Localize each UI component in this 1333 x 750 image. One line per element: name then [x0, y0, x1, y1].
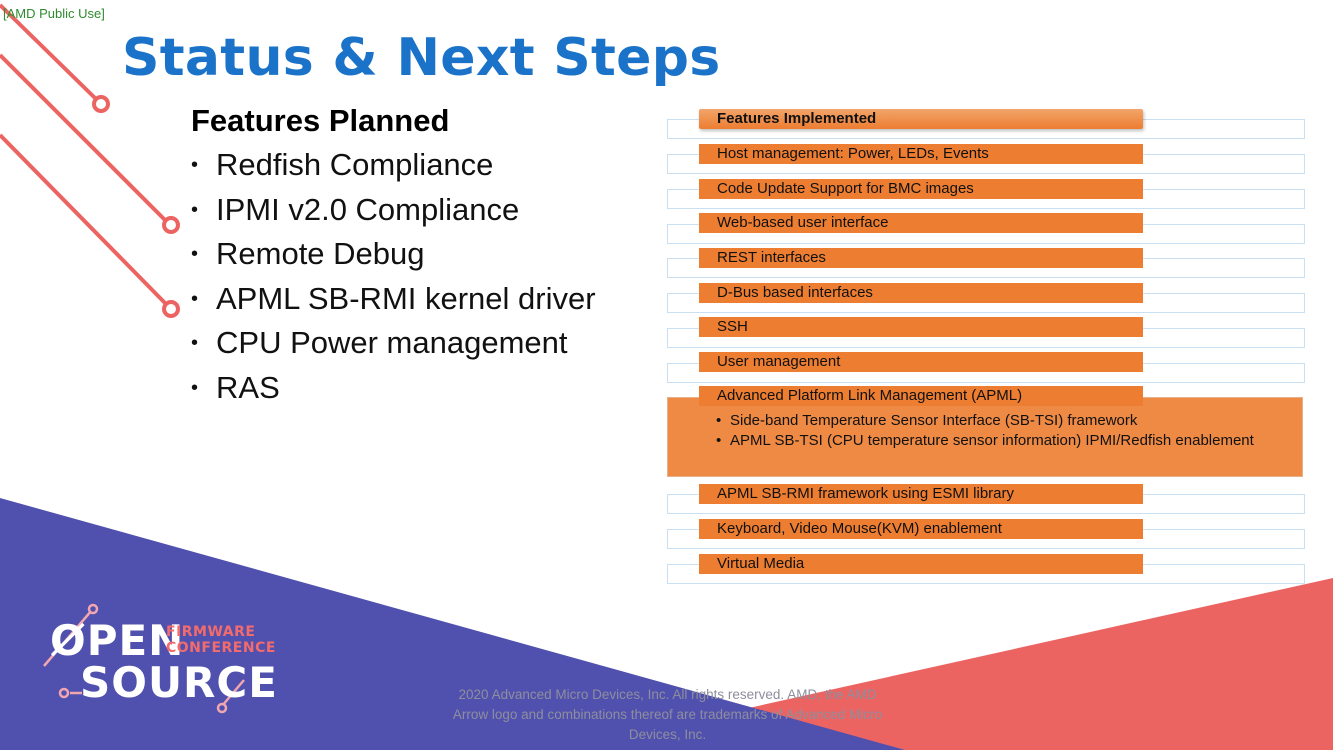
copyright-notice: 2020 Advanced Micro Devices, Inc. All rights reserved. AMD, the AMD Arrow logo and combinations thereof are trademarks of Advanced Micro Devices, Inc.	[452, 687, 883, 742]
logo-source-text: SOURCE	[80, 658, 278, 707]
logo-open-text: ØPEN	[50, 616, 185, 665]
features-planned-heading: Features Planned	[191, 103, 450, 138]
apml-detail-box	[667, 397, 1303, 477]
features-implemented-header: Features Implemented	[699, 109, 1143, 129]
feature-bar: APML SB-RMI framework using ESMI library	[699, 484, 1143, 504]
open-source-firmware-logo	[48, 606, 278, 716]
feature-bar: Web-based user interface	[699, 213, 1143, 233]
feature-bar: Advanced Platform Link Management (APML)	[699, 386, 1143, 406]
feature-bar: Code Update Support for BMC images	[699, 179, 1143, 199]
feature-bar: SSH	[699, 317, 1143, 337]
list-item: • APML SB-TSI (CPU temperature sensor information) IPMI/Redfish enablement	[716, 432, 1276, 449]
apml-subitems	[716, 412, 1276, 452]
classification-label: [AMD Public Use]	[3, 6, 105, 21]
feature-bar: REST interfaces	[699, 248, 1143, 268]
list-item: • CPU Power management	[191, 323, 596, 368]
feature-bar: Virtual Media	[699, 554, 1143, 574]
feature-bar: User management	[699, 352, 1143, 372]
list-item: • APML SB-RMI kernel driver	[191, 279, 596, 324]
list-item: • Side-band Temperature Sensor Interface (SB-TSI) framework	[716, 412, 1276, 429]
list-item: • RAS	[191, 368, 596, 413]
list-item: • Redfish Compliance	[191, 145, 596, 190]
page-title: Status & Next Steps	[122, 28, 721, 88]
list-item: • IPMI v2.0 Compliance	[191, 190, 596, 235]
feature-bar: Host management: Power, LEDs, Events	[699, 144, 1143, 164]
feature-bar: D-Bus based interfaces	[699, 283, 1143, 303]
list-item: • Remote Debug	[191, 234, 596, 279]
logo-tag-conference: CONFERENCE	[166, 640, 276, 656]
feature-bar: Keyboard, Video Mouse(KVM) enablement	[699, 519, 1143, 539]
logo-tagline	[166, 624, 276, 656]
logo-tag-firmware: FIRMWARE	[166, 624, 256, 640]
